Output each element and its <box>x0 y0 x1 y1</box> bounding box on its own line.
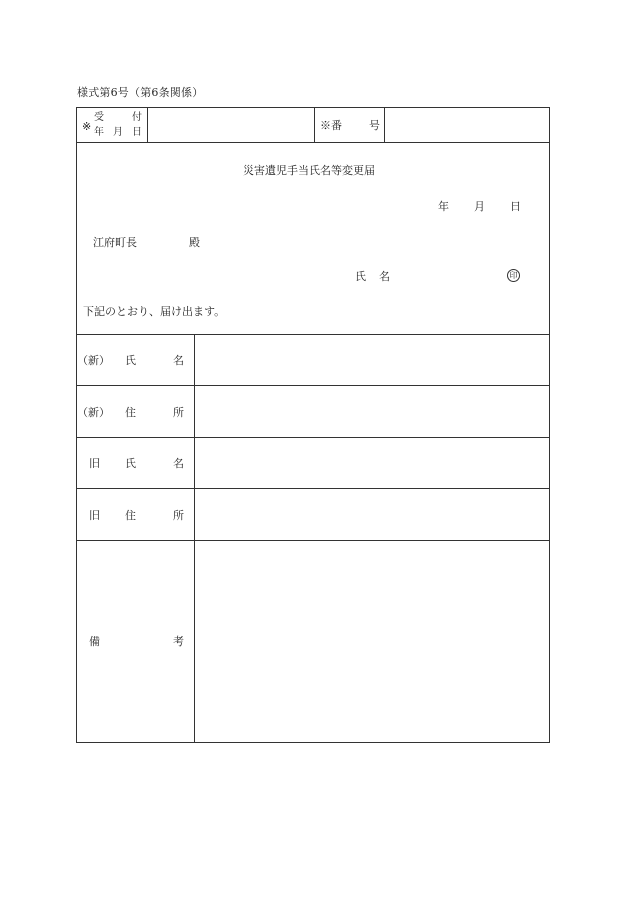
reception-label-2: 付 <box>132 112 142 123</box>
reception-year-label: 年 <box>94 127 104 138</box>
reception-label-1: 受 <box>94 112 104 123</box>
number-label: ※番 <box>320 119 342 132</box>
old-address-field[interactable] <box>195 489 549 540</box>
submission-year-label: 年 <box>438 200 449 213</box>
row-new-name-label <box>77 335 194 385</box>
row-old-address-prefix: 旧 <box>89 509 100 522</box>
application-form <box>76 107 550 743</box>
remarks-label-2: 考 <box>173 635 184 648</box>
header-bottom-rule <box>77 142 549 143</box>
row-old-address-label <box>77 489 194 540</box>
form-number: 様式第6号（第6条関係） <box>77 86 204 99</box>
new-address-field[interactable] <box>195 386 549 437</box>
old-name-field[interactable] <box>195 438 549 488</box>
applicant-name-label-2: 名 <box>379 270 390 283</box>
addressee-honorific: 殿 <box>189 236 200 249</box>
new-name-field[interactable] <box>195 335 549 385</box>
header-divider-2 <box>314 108 315 142</box>
submission-month-label: 月 <box>474 200 485 213</box>
addressee-name: 江府町長 <box>93 236 137 249</box>
row-new-name-label-2: 名 <box>173 354 184 367</box>
number-field[interactable] <box>385 109 549 141</box>
row-old-name-label <box>77 438 194 488</box>
reception-date-field[interactable] <box>148 109 313 141</box>
remarks-field[interactable] <box>195 541 549 743</box>
reception-month-label: 月 <box>113 127 123 138</box>
row-old-address-label-1: 住 <box>125 509 136 522</box>
seal-mark: 印 <box>507 269 520 282</box>
number-label-go: 号 <box>369 119 380 132</box>
reception-day-label: 日 <box>132 127 142 138</box>
row-new-name-label-1: 氏 <box>125 354 136 367</box>
form-title: 災害遺児手当氏名等変更届 <box>243 164 375 177</box>
applicant-name-label-1: 氏 <box>355 270 366 283</box>
declaration-statement: 下記のとおり、届け出ます。 <box>83 305 226 318</box>
row-old-name-label-2: 名 <box>173 457 184 470</box>
row-new-address-prefix: （新） <box>77 406 110 419</box>
row-old-address-label-2: 所 <box>173 509 184 522</box>
applicant-name-field[interactable] <box>395 266 503 284</box>
row-old-name-label-1: 氏 <box>125 457 136 470</box>
remarks-label-1: 備 <box>89 635 100 648</box>
reception-asterisk: ※ <box>82 120 92 133</box>
row-new-address-label-1: 住 <box>125 406 136 419</box>
submission-day-label: 日 <box>510 200 521 213</box>
row-new-name-prefix: （新） <box>77 354 110 367</box>
remarks-label <box>77 541 194 743</box>
row-new-address-label-2: 所 <box>173 406 184 419</box>
row-new-address-label <box>77 386 194 437</box>
row-old-name-prefix: 旧 <box>89 457 100 470</box>
